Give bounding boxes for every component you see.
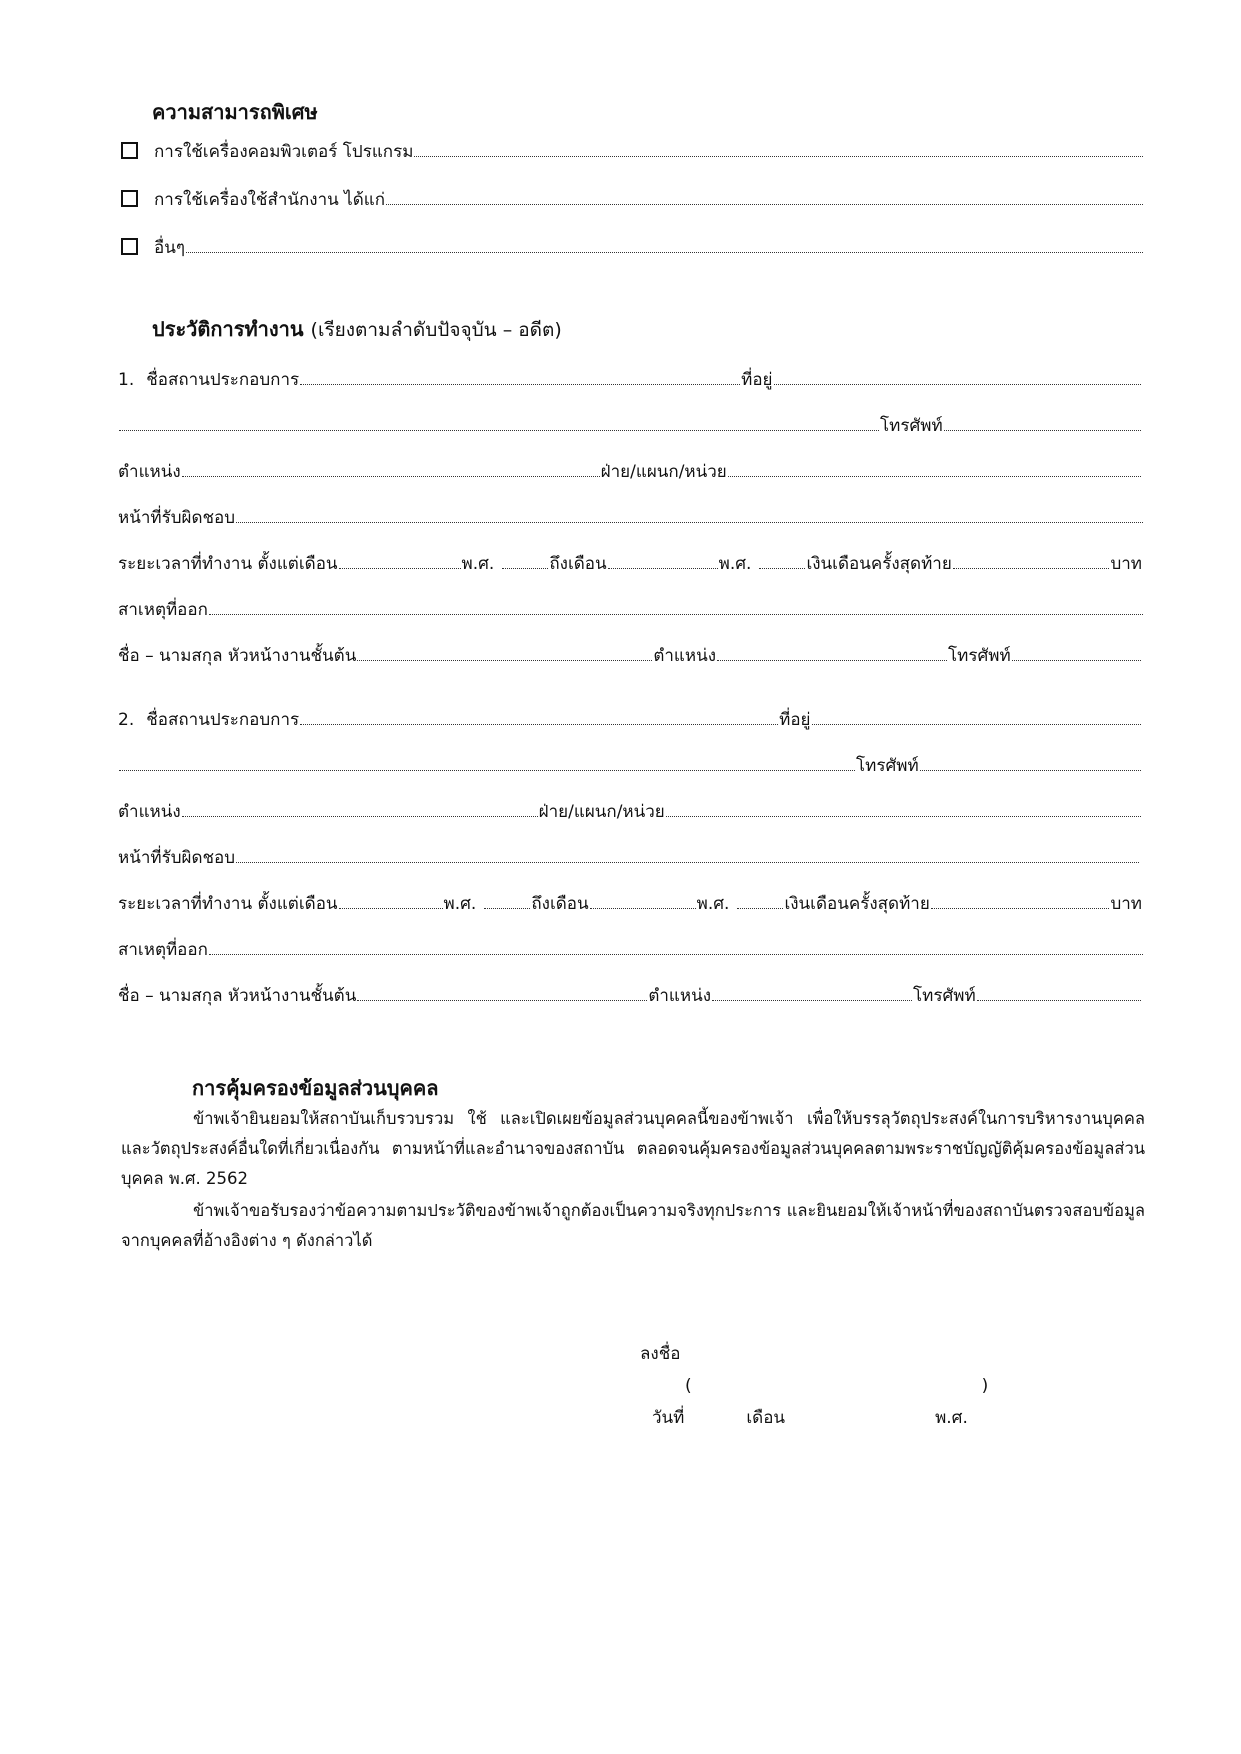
- entry2-phone-label: โทรศัพท์: [856, 756, 919, 776]
- month-label: เดือน: [746, 1408, 786, 1428]
- skill-other-field[interactable]: [154, 232, 1144, 260]
- paren-open: (: [685, 1376, 692, 1396]
- entry2-position-label: ตำแหน่ง: [118, 802, 181, 822]
- entry2-be-label-2: พ.ศ.: [696, 894, 730, 914]
- entry1-supervisor-line[interactable]: [118, 640, 1142, 668]
- entry1-period-line[interactable]: [118, 548, 1142, 576]
- entry1-to-month-label: ถึงเดือน: [549, 554, 607, 574]
- skill-computer-label: การใช้เครื่องคอมพิวเตอร์ โปรแกรม: [154, 142, 414, 162]
- entry2-sup-phone-label: โทรศัพท์: [913, 986, 976, 1006]
- entry1-reason-label: สาเหตุที่ออก: [118, 600, 208, 620]
- entry2-reason-label: สาเหตุที่ออก: [118, 940, 208, 960]
- special-skills-heading: ความสามารถพิเศษ: [152, 100, 318, 124]
- entry2-address-phone-line[interactable]: [118, 750, 1142, 778]
- privacy-paragraph-1-text: ข้าพเจ้ายินยอมให้สถาบันเก็บรวบรวม ใช้ และเปิดเผยข้อมูลส่วนบุคคลนี้ของข้าพเจ้า เพื่อให้บรรลุวัตถุประสงค์ในการบริหารงานบุคคล และวัตถุประสงค์อื่นใดที่เกี่ยวเนื่องกัน ตามหน้าที่และอำนาจของสถาบัน ตลอดจนคุ้มครองข้อมูลส่วนบุคคลตามพระราชบัญญัติคุ้มครองข้อมูลส่วนบุคคล พ.ศ. 2562: [121, 1109, 1145, 1188]
- entry2-supervisor-line[interactable]: [118, 980, 1142, 1008]
- entry2-number: 2.: [118, 710, 135, 730]
- entry2-period-line[interactable]: [118, 888, 1142, 916]
- entry1-address-phone-line[interactable]: [118, 410, 1142, 438]
- entry1-salary-label: เงินเดือนครั้งสุดท้าย: [806, 554, 952, 574]
- skill-other-label: อื่นๆ: [154, 238, 185, 258]
- entry1-supervisor-label: ชื่อ – นามสกุล หัวหน้างานชั้นต้น: [118, 646, 357, 666]
- entry2-company-label: ชื่อสถานประกอบการ: [146, 710, 300, 730]
- entry2-salary-label: เงินเดือนครั้งสุดท้าย: [784, 894, 930, 914]
- work-history-heading: [152, 313, 562, 345]
- privacy-paragraph-2-text: ข้าพเจ้าขอรับรองว่าข้อความตามประวัติของข้าพเจ้าถูกต้องเป็นความจริงทุกประการ และยินยอมให้เจ้าหน้าที่ของสถาบันตรวจสอบข้อมูลจากบุคคลที่อ้างอิงต่าง ๆ ดังกล่าวได้: [121, 1201, 1145, 1250]
- sign-label: ลงชื่อ: [640, 1344, 681, 1364]
- entry1-duty-line[interactable]: [118, 502, 1144, 530]
- privacy-paragraph-2: [121, 1196, 1145, 1256]
- entry1-be-label-2: พ.ศ.: [718, 554, 752, 574]
- privacy-heading: การคุ้มครองข้อมูลส่วนบุคคล: [192, 1076, 439, 1100]
- entry2-department-label: ฝ่าย/แผนก/หน่วย: [538, 802, 665, 822]
- entry1-company-label: ชื่อสถานประกอบการ: [146, 370, 300, 390]
- entry2-address-label: ที่อยู่: [779, 710, 811, 730]
- entry2-company-line[interactable]: [118, 704, 1142, 732]
- entry1-number: 1.: [118, 370, 135, 390]
- signature-line[interactable]: [640, 1340, 978, 1368]
- entry2-duty-label: หน้าที่รับผิดชอบ: [118, 848, 236, 868]
- entry1-address-label: ที่อยู่: [741, 370, 773, 390]
- skill-office-checkbox[interactable]: [121, 190, 138, 207]
- entry1-department-label: ฝ่าย/แผนก/หน่วย: [600, 462, 727, 482]
- entry1-baht-label: บาท: [1110, 554, 1142, 574]
- entry2-supervisor-label: ชื่อ – นามสกุล หัวหน้างานชั้นต้น: [118, 986, 357, 1006]
- privacy-paragraph-1: [121, 1104, 1145, 1194]
- paren-close: ): [981, 1376, 989, 1396]
- printed-name-line[interactable]: [685, 1372, 988, 1400]
- work-history-title: ประวัติการทำงาน: [152, 317, 304, 341]
- entry1-phone-label: โทรศัพท์: [880, 416, 943, 436]
- entry2-period-label: ระยะเวลาที่ทำงาน ตั้งแต่เดือน: [118, 894, 338, 914]
- entry2-position-line[interactable]: [118, 796, 1142, 824]
- skill-computer-field[interactable]: [154, 136, 1144, 164]
- entry2-be-label-1: พ.ศ.: [443, 894, 477, 914]
- entry2-sup-position-label: ตำแหน่ง: [648, 986, 712, 1006]
- entry2-to-month-label: ถึงเดือน: [531, 894, 589, 914]
- entry1-position-line[interactable]: [118, 456, 1142, 484]
- entry1-reason-line[interactable]: [118, 594, 1144, 622]
- entry1-company-line[interactable]: [118, 364, 1142, 392]
- skill-office-field[interactable]: [154, 184, 1144, 212]
- entry2-reason-line[interactable]: [118, 934, 1144, 962]
- entry2-duty-line[interactable]: [118, 842, 1140, 870]
- entry1-period-label: ระยะเวลาที่ทำงาน ตั้งแต่เดือน: [118, 554, 338, 574]
- entry1-duty-label: หน้าที่รับผิดชอบ: [118, 508, 236, 528]
- skill-office-label: การใช้เครื่องใช้สำนักงาน ได้แก่: [154, 190, 386, 210]
- date-line[interactable]: [652, 1404, 1032, 1432]
- skill-computer-checkbox[interactable]: [121, 142, 138, 159]
- entry1-sup-position-label: ตำแหน่ง: [653, 646, 717, 666]
- skill-other-checkbox[interactable]: [121, 238, 138, 255]
- entry1-position-label: ตำแหน่ง: [118, 462, 181, 482]
- entry1-sup-phone-label: โทรศัพท์: [948, 646, 1011, 666]
- entry2-baht-label: บาท: [1110, 894, 1142, 914]
- entry1-be-label-1: พ.ศ.: [461, 554, 495, 574]
- work-history-note: (เรียงตามลำดับปัจจุบัน – อดีต): [310, 319, 562, 341]
- date-label: วันที่: [652, 1408, 685, 1428]
- year-label: พ.ศ.: [935, 1408, 968, 1428]
